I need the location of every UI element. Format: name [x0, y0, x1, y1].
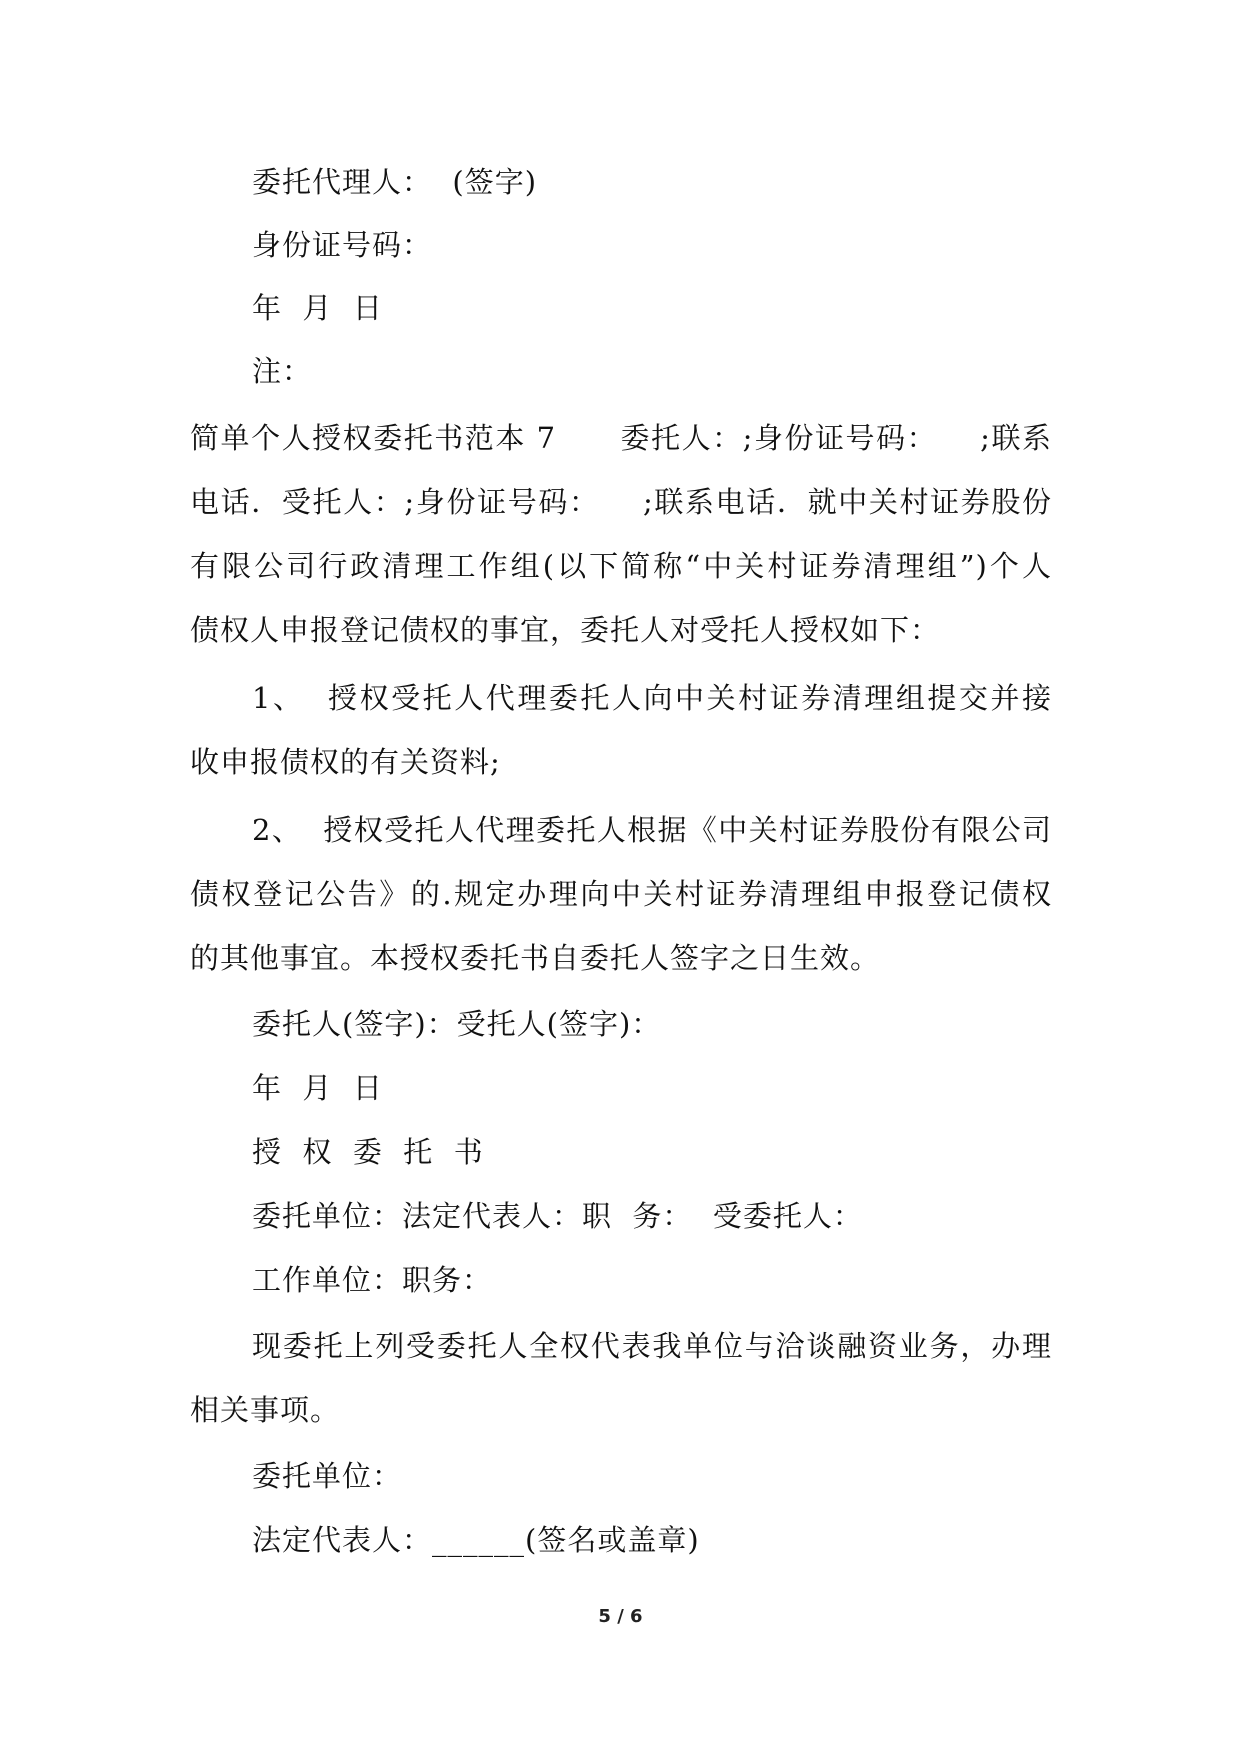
- paragraph-line: 现委托上列受委托人全权代表我单位与洽谈融资业务，办理: [252, 1329, 1052, 1363]
- legal-representative-line: 法定代表人：______(签名或盖章): [252, 1523, 700, 1557]
- paragraph-line: 简单个人授权委托书范本 7 委托人：;身份证号码： ;联系: [190, 421, 1052, 455]
- note-label: 注：: [252, 354, 313, 388]
- paragraph-line: 相关事项。: [190, 1393, 341, 1427]
- page-number: 5 / 6: [598, 1606, 643, 1627]
- paragraph-line: 收申报债权的有关资料;: [190, 745, 501, 779]
- entrusting-unit-line: 委托单位：法定代表人：职 务： 受委托人：: [252, 1199, 863, 1233]
- paragraph-line: 1、 授权受托人代理委托人向中关村证券清理组提交并接: [252, 681, 1052, 715]
- section-title: 授 权 委 托 书: [252, 1135, 484, 1169]
- date-line: 年 月 日: [252, 1071, 383, 1105]
- work-unit-line: 工作单位：职务：: [252, 1263, 493, 1297]
- paragraph-line: 2、 授权受托人代理委托人根据《中关村证券股份有限公司: [252, 813, 1052, 847]
- paragraph-line: 债权登记公告》的.规定办理向中关村证券清理组申报登记债权: [190, 877, 1052, 911]
- date-line: 年 月 日: [252, 291, 383, 325]
- signature-line: 委托人(签字)：受托人(签字)：: [252, 1007, 662, 1041]
- paragraph-line: 电话．受托人：;身份证号码： ;联系电话．就中关村证券股份: [190, 485, 1052, 519]
- paragraph-line: 有限公司行政清理工作组(以下简称“中关村证券清理组”)个人: [190, 549, 1052, 583]
- paragraph-line: 的其他事宜。本授权委托书自委托人签字之日生效。: [190, 941, 881, 975]
- paragraph-line: 债权人申报登记债权的事宜，委托人对受托人授权如下：: [190, 613, 941, 647]
- id-number-line: 身份证号码：: [252, 228, 433, 262]
- entrusting-unit-label: 委托单位：: [252, 1459, 403, 1493]
- agent-signature-line: 委托代理人： (签字): [252, 165, 538, 199]
